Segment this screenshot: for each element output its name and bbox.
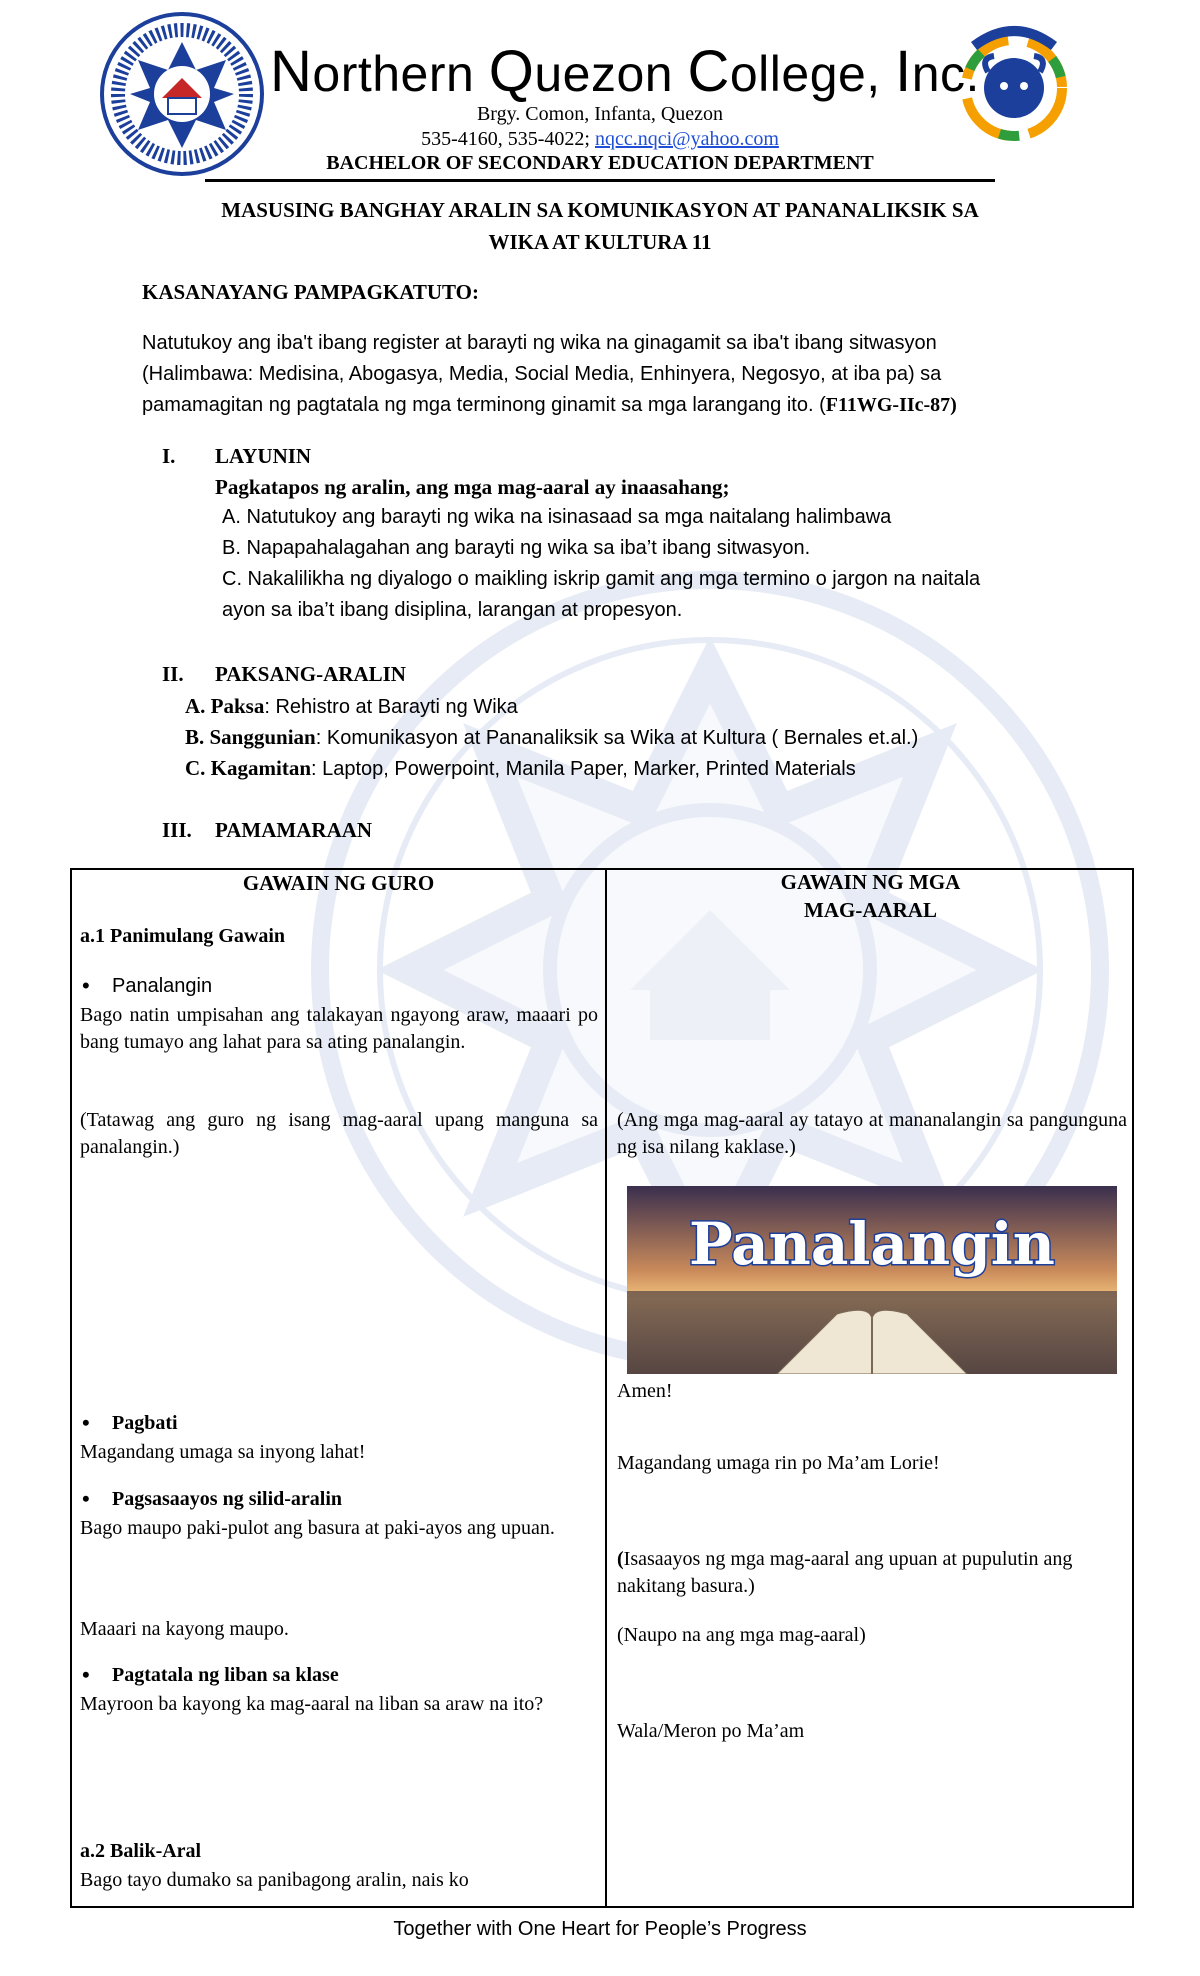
- column-header-students: GAWAIN NG MGA MAG-AARAL: [780, 870, 961, 922]
- bullet-pagsasaayos: • Pagsasaayos ng silid-aralin: [112, 1488, 342, 1511]
- competency-text: pamamagitan ng pagtatala ng mga terminong ginamit sa mga larangang ito. (F11WG-IIc-87): [142, 394, 957, 416]
- teacher-text: Magandang umaga sa inyong lahat!: [80, 1441, 366, 1463]
- objective-c: C. Nakalilikha ng diyalogo o maikling iskrip gamit ang mga termino o jargon na naitala: [222, 568, 981, 590]
- student-text: (Isasaayos ng mga mag-aaral ang upuan at pupulutin ang nakitang basura.): [617, 1548, 1073, 1597]
- column-header-teacher: GAWAIN NG GURO: [242, 871, 435, 895]
- teacher-text: (Tatawag ang guro ng isang mag-aaral upang manguna sa panalangin.): [80, 1109, 598, 1158]
- table-column-divider: [605, 868, 607, 1908]
- college-contact: 535-4160, 535-4022; nqcc.nqci@yahoo.com: [421, 128, 779, 150]
- panalangin-image-text: Panalangin: [689, 1210, 1055, 1278]
- department-name: BACHELOR OF SECONDARY EDUCATION DEPARTMENT: [326, 152, 874, 174]
- student-text: (Ang mga mag-aaral ay tatayo at mananalangin sa pangunguna ng isa nilang kaklase.): [617, 1109, 1127, 1158]
- competency-text: Natutukoy ang iba't ibang register at barayti ng wika na ginagamit sa iba't ibang sitwasyon: [142, 332, 937, 354]
- panalangin-image: [627, 1186, 1117, 1374]
- section-number: III.: [162, 818, 192, 842]
- objective-a: A. Natutukoy ang barayti ng wika na isinasaad sa mga naitalang halimbawa: [222, 506, 892, 528]
- student-text: (Naupo na ang mga mag-aaral): [617, 1624, 866, 1646]
- student-text: Wala/Meron po Ma’am: [617, 1720, 805, 1742]
- student-text: Amen!: [617, 1380, 673, 1402]
- subsection-balik-aral: a.2 Balik-Aral: [80, 1840, 202, 1862]
- teacher-text: Bago maupo paki-pulot ang basura at paki-ayos ang upuan.: [80, 1517, 555, 1539]
- section-number: I.: [162, 444, 176, 468]
- student-text: Magandang umaga rin po Ma’am Lorie!: [617, 1452, 940, 1474]
- section-title-paksang-aralin: PAKSANG-ARALIN: [215, 662, 406, 686]
- bullet-panalangin: • Panalangin: [112, 975, 212, 998]
- bullet-pagtatala-ng-liban: • Pagtatala ng liban sa klase: [112, 1664, 339, 1687]
- objectives-intro: Pagkatapos ng aralin, ang mga mag-aaral ay inaasahang;: [215, 475, 730, 499]
- objective-c-cont: ayon sa iba’t ibang disiplina, larangan at propesyon.: [222, 599, 683, 621]
- teacher-text: Mayroon ba kayong ka mag-aaral na liban sa araw na ito?: [80, 1693, 544, 1715]
- objective-b: B. Napapahalagahan ang barayti ng wika sa iba’t ibang sitwasyon.: [222, 537, 811, 559]
- college-name: Northern Quezon College, Inc.: [270, 39, 980, 104]
- bullet-pagbati: • Pagbati: [112, 1412, 178, 1435]
- sanggunian-item: B. Sanggunian: Komunikasyon at Pananaliksik sa Wika at Kultura ( Bernales et.al.): [185, 725, 919, 749]
- teacher-text: Bago tayo dumako sa panibagong aralin, nais ko: [80, 1869, 469, 1891]
- college-address: Brgy. Comon, Infanta, Quezon: [476, 103, 724, 125]
- header-divider: [205, 179, 995, 182]
- subsection-panimulang-gawain: a.1 Panimulang Gawain: [80, 925, 286, 947]
- teacher-text: Maaari na kayong maupo.: [80, 1618, 289, 1640]
- footer-motto: Together with One Heart for People’s Progress: [393, 1918, 807, 1940]
- section-title-pamamaraan: PAMAMARAAN: [215, 818, 373, 842]
- competency-code: F11WG-IIc-87): [825, 394, 957, 416]
- section-title-layunin: LAYUNIN: [215, 444, 312, 468]
- kagamitan-item: C. Kagamitan: Laptop, Powerpoint, Manila Paper, Marker, Printed Materials: [185, 756, 856, 780]
- paksa-item: A. Paksa: Rehistro at Barayti ng Wika: [185, 694, 518, 718]
- competency-heading: KASANAYANG PAMPAGKATUTO:: [142, 280, 479, 304]
- document-title: MASUSING BANGHAY ARALIN SA KOMUNIKASYON AT PANANALIKSIK SA: [221, 198, 979, 222]
- competency-text: (Halimbawa: Medisina, Abogasya, Media, Social Media, Enhinyera, Negosyo, at iba pa) sa: [142, 363, 942, 385]
- document-title-line2: WIKA AT KULTURA 11: [488, 230, 712, 254]
- section-number: II.: [162, 662, 184, 686]
- teacher-text: Bago natin umpisahan ang talakayan ngayong araw, maaari po bang tumayo ang lahat para sa ating panalangin.: [80, 1004, 598, 1053]
- email-link[interactable]: nqcc.nqci@yahoo.com: [594, 128, 779, 150]
